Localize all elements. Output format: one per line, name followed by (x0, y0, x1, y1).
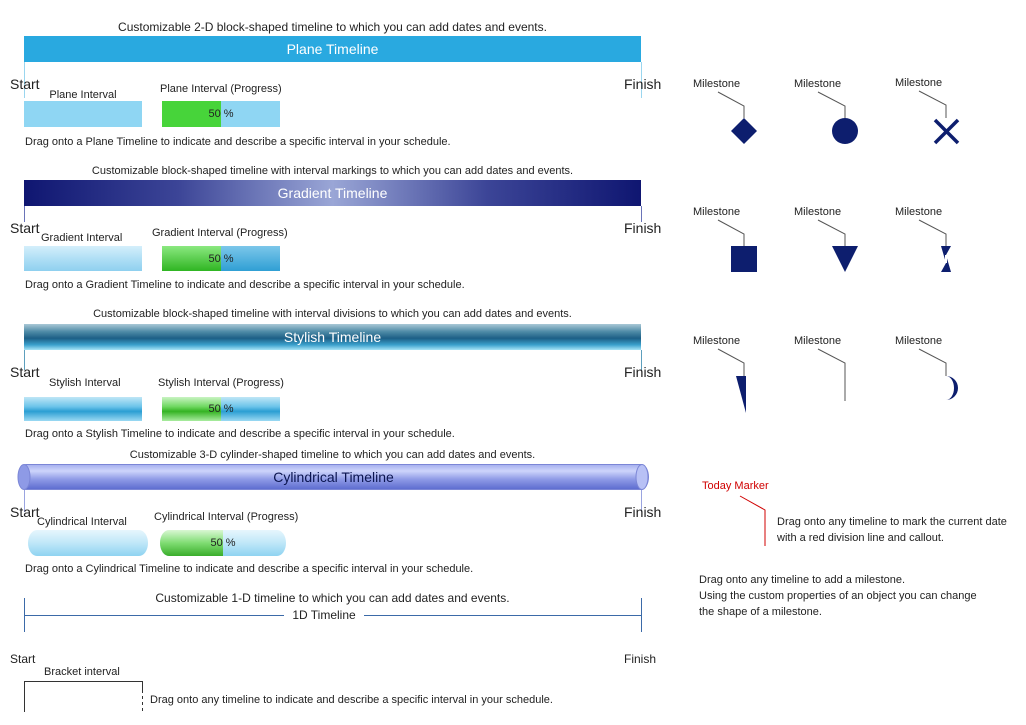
diamond-icon[interactable] (731, 118, 757, 144)
flag-icon[interactable] (736, 376, 746, 413)
plane-progress-interval[interactable] (162, 101, 280, 127)
gradient-interval-label: Gradient Interval (41, 232, 123, 244)
plane-finish-label: Finish (624, 76, 662, 92)
plane-progress-label: Plane Interval (Progress) (160, 83, 282, 95)
triangle-down-icon[interactable] (832, 246, 858, 272)
stylish-caption: Customizable block-shaped timeline with interval divisions to which you can add dates and events. (93, 308, 572, 320)
cylindrical-caption: Customizable 3-D cylinder-shaped timeline to which you can add dates and events. (129, 449, 536, 461)
gradient-start-label: Start (10, 220, 40, 236)
today-marker-label: Today Marker (702, 480, 769, 492)
square-icon[interactable] (731, 246, 757, 272)
cylindrical-progress-label: Cylindrical Interval (Progress) (154, 511, 299, 523)
cylindrical-interval-label: Cylindrical Interval (37, 516, 127, 528)
cross-icon[interactable] (935, 120, 958, 143)
milestone-label: Milestone (895, 206, 943, 218)
gradient-hint: Drag onto a Gradient Timeline to indicate and describe a specific interval in your schedule. (25, 279, 465, 291)
gradient-progress-label: Gradient Interval (Progress) (152, 227, 288, 239)
oned-start-label: Start (10, 652, 36, 666)
plane-hint: Drag onto a Plane Timeline to indicate and describe a specific interval in your schedule. (25, 136, 451, 148)
stylish-hint: Drag onto a Stylish Timeline to indicate and describe a specific interval in your schedule. (25, 428, 455, 440)
cylindrical-finish-label: Finish (624, 504, 662, 520)
milestone-label: Milestone (895, 335, 943, 347)
stylish-progress-label: Stylish Interval (Progress) (158, 377, 284, 389)
milestone-label: Milestone (693, 78, 741, 90)
plane-caption: Customizable 2-D block-shaped timeline to which you can add dates and events. (118, 20, 547, 34)
milestone-label: Milestone (794, 206, 842, 218)
cylindrical-timeline[interactable] (18, 464, 649, 490)
gradient-progress-value: 50 % (208, 252, 234, 265)
plane-timeline-title: Plane Timeline (286, 41, 379, 57)
milestone-label: Milestone (693, 206, 741, 218)
cylindrical-hint: Drag onto a Cylindrical Timeline to indicate and describe a specific interval in your schedule. (25, 563, 474, 575)
milestone-help-line1: Drag onto any timeline to add a milestone. (699, 574, 906, 586)
milestone-label: Milestone (794, 78, 842, 90)
plane-progress-value: 50 % (208, 108, 234, 120)
gradient-caption: Customizable block-shaped timeline with interval markings to which you can add dates and events. (91, 165, 574, 177)
stylish-start-label: Start (10, 364, 40, 380)
stylish-progress-value: 50 % (208, 403, 234, 415)
plane-interval-label: Plane Interval (49, 89, 117, 101)
today-hint-line1: Drag onto any timeline to mark the current date (777, 516, 1007, 528)
oned-finish-label: Finish (624, 652, 657, 666)
milestone-label: Milestone (895, 77, 943, 89)
cylindrical-timeline-title: Cylindrical Timeline (273, 469, 394, 485)
cylindrical-progress-interval[interactable] (160, 530, 286, 556)
oned-timeline-title: 1D Timeline (292, 608, 356, 622)
milestone-help-line2: Using the custom properties of an object you can change (699, 590, 977, 602)
stylish-interval[interactable] (24, 397, 142, 421)
cylindrical-start-label: Start (10, 504, 40, 520)
bracket-interval-label: Bracket interval (44, 666, 120, 678)
milestone-label: Milestone (693, 335, 741, 347)
milestone-help-line3: the shape of a milestone. (699, 606, 822, 618)
stylish-timeline[interactable] (24, 324, 641, 350)
stylish-finish-label: Finish (624, 364, 662, 380)
milestone-label: Milestone (794, 335, 842, 347)
gradient-timeline-title: Gradient Timeline (277, 185, 388, 201)
stylish-timeline-title: Stylish Timeline (283, 329, 382, 345)
gradient-timeline[interactable] (24, 180, 641, 206)
cylindrical-interval[interactable] (28, 530, 148, 556)
cylindrical-progress-value: 50 % (210, 537, 236, 549)
plane-timeline[interactable] (24, 36, 641, 62)
circle-icon[interactable] (832, 118, 858, 144)
today-hint-line2: with a red division line and callout. (777, 532, 944, 544)
gradient-finish-label: Finish (624, 220, 662, 236)
plane-interval[interactable] (24, 101, 142, 127)
gradient-interval[interactable] (24, 246, 142, 271)
plane-start-label: Start (10, 76, 40, 92)
today-marker[interactable] (0, 0, 1, 1)
oned-caption: Customizable 1-D timeline to which you can add dates and events. (155, 591, 510, 605)
stylish-interval-label: Stylish Interval (49, 377, 121, 389)
gradient-progress-interval[interactable] (162, 246, 280, 271)
crescent-icon[interactable] (946, 376, 958, 400)
stylish-progress-interval[interactable] (162, 397, 280, 421)
oned-hint: Drag onto any timeline to indicate and describe a specific interval in your schedule. (150, 694, 553, 706)
